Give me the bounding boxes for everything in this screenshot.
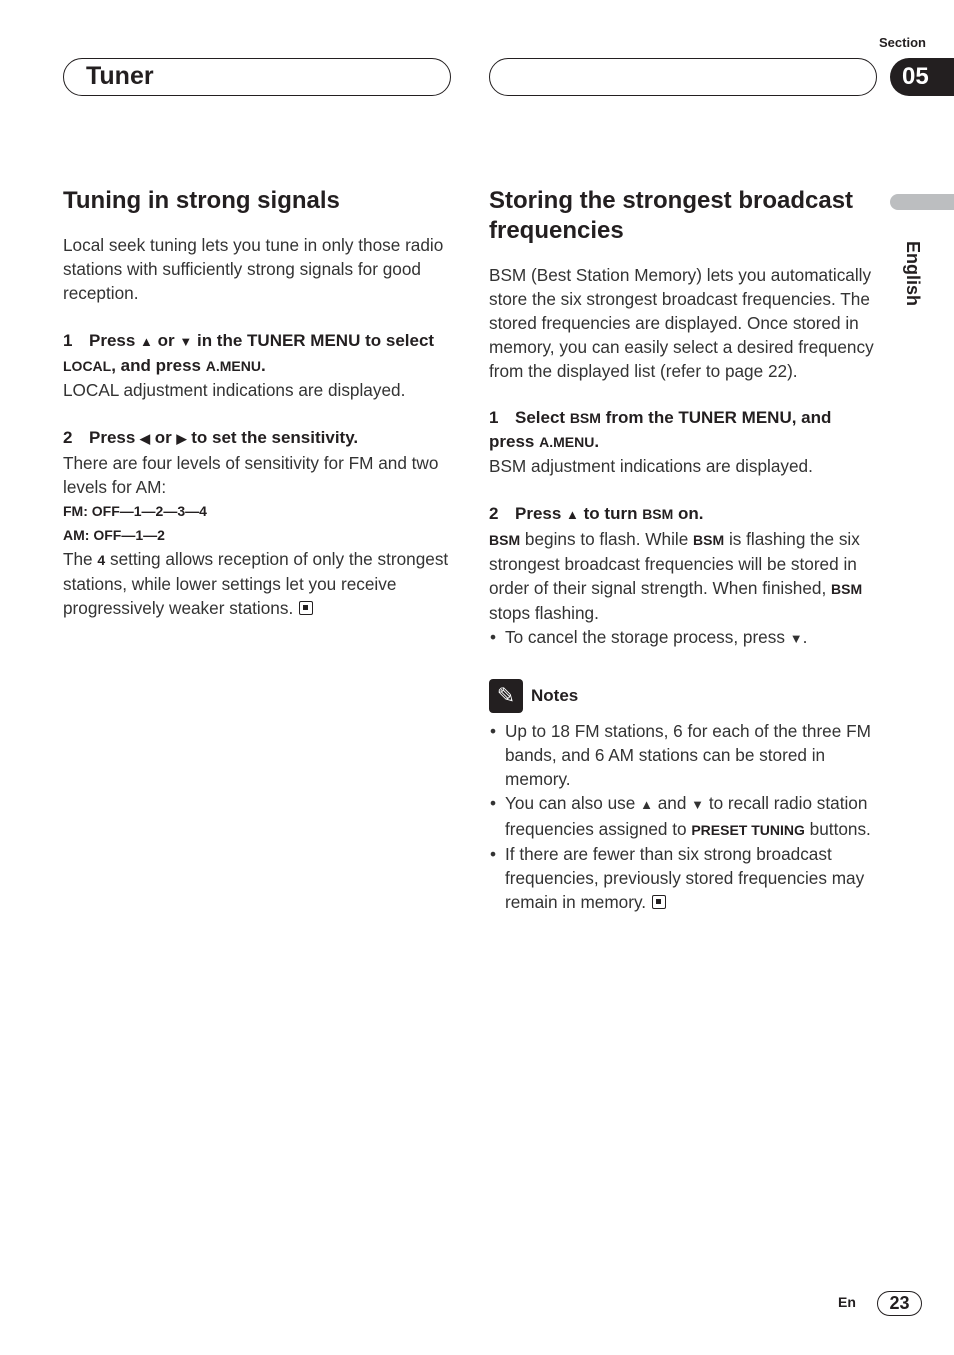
section-heading: Storing the strongest broadcast frequencies (489, 187, 854, 244)
end-mark-icon (299, 601, 313, 615)
down-arrow-icon: ▼ (789, 631, 803, 646)
tuner-menu-term: TUNER MENU (678, 408, 792, 427)
step-number: 1 (489, 408, 499, 427)
step-number: 1 (63, 331, 73, 350)
local-term: LOCAL (63, 358, 112, 374)
intro-paragraph: Local seek tuning lets you tune in only those radio stations with sufficiently strong signals for good reception. (63, 235, 444, 303)
up-arrow-icon: ▲ (140, 334, 153, 349)
step-number: 2 (489, 504, 499, 523)
step-1-instruction: 1 Press ▲ or ▼ in the TUNER MENU to select LOCAL, and press A.MENU. (63, 331, 435, 375)
page-number: 23 (877, 1291, 922, 1316)
footer-language: En (838, 1294, 856, 1310)
cancel-list (489, 625, 879, 651)
step-1-instruction: 1 Select BSM from the TUNER MENU, and press A.MENU. (489, 408, 832, 451)
note-pencil-icon: ✎ (489, 679, 523, 713)
step-1-description: BSM adjustment indications are displayed. (489, 456, 813, 476)
list-item: • To cancel the storage process, press ▼. (489, 625, 879, 651)
bsm-term: BSM (642, 506, 674, 522)
list-item: • You can also use ▲ and ▼ to recall radio station frequencies assigned to PRESET TUNING buttons. (489, 791, 879, 842)
notes-list (489, 719, 879, 914)
am-levels: AM: OFF—1—2 (63, 527, 165, 543)
sensitivity-note: The 4 setting allows reception of only the strongest stations, while lower settings let you receive progressively weaker stations. (63, 549, 449, 618)
list-item: • If there are fewer than six strong broadcast frequencies, previously stored frequencies may remain in memory. (489, 842, 879, 914)
section-heading: Tuning in strong signals (63, 187, 340, 214)
up-arrow-icon: ▲ (640, 797, 653, 812)
a-menu-term: A.MENU (539, 434, 595, 450)
language-label: English (903, 241, 923, 307)
step-number: 2 (63, 428, 73, 447)
right-column (489, 186, 879, 914)
a-menu-term: A.MENU (205, 358, 261, 374)
intro-paragraph: BSM (Best Station Memory) lets you automatically store the six strongest broadcast frequencies. The stored frequencies are displayed. Once stored in memory, you can easily select a desired frequency from the displayed list (refer to page 22). (489, 265, 874, 381)
step-2-instruction: 2 Press ▲ to turn BSM on. (489, 502, 879, 527)
notes-title: Notes (531, 686, 579, 705)
section-number-tab: 05 (890, 58, 954, 96)
step-2-description: BSM begins to flash. While BSM is flashing the six strongest broadcast frequencies will be stored in order of their signal strength. When finished, BSM stops flashing. (489, 529, 863, 623)
end-mark-icon (652, 895, 666, 909)
tuner-menu-term: TUNER MENU (247, 331, 361, 350)
notes-header (489, 679, 879, 713)
page-title: Tuner (86, 62, 154, 90)
bsm-term: BSM (569, 410, 601, 426)
step-1-description: LOCAL adjustment indications are displayed. (63, 380, 406, 400)
fm-levels: FM: OFF—1—2—3—4 (63, 503, 207, 519)
preset-tuning-term: PRESET TUNING (691, 822, 805, 838)
left-column (63, 186, 453, 620)
right-arrow-icon: ▶ (176, 431, 187, 446)
step-2-description: There are four levels of sensitivity for FM and two levels for AM: (63, 453, 439, 497)
step-2-instruction: 2 Press ◀ or ▶ to set the sensitivity. (63, 426, 453, 451)
left-arrow-icon: ◀ (140, 431, 151, 446)
up-arrow-icon: ▲ (566, 507, 579, 522)
list-item: • Up to 18 FM stations, 6 for each of the three FM bands, and 6 AM stations can be stored in memory. (489, 719, 879, 791)
language-tab-bar (890, 194, 954, 210)
title-frame-right (489, 58, 877, 96)
down-arrow-icon: ▼ (691, 797, 705, 812)
down-arrow-icon: ▼ (179, 334, 193, 349)
section-label: Section (879, 35, 926, 50)
